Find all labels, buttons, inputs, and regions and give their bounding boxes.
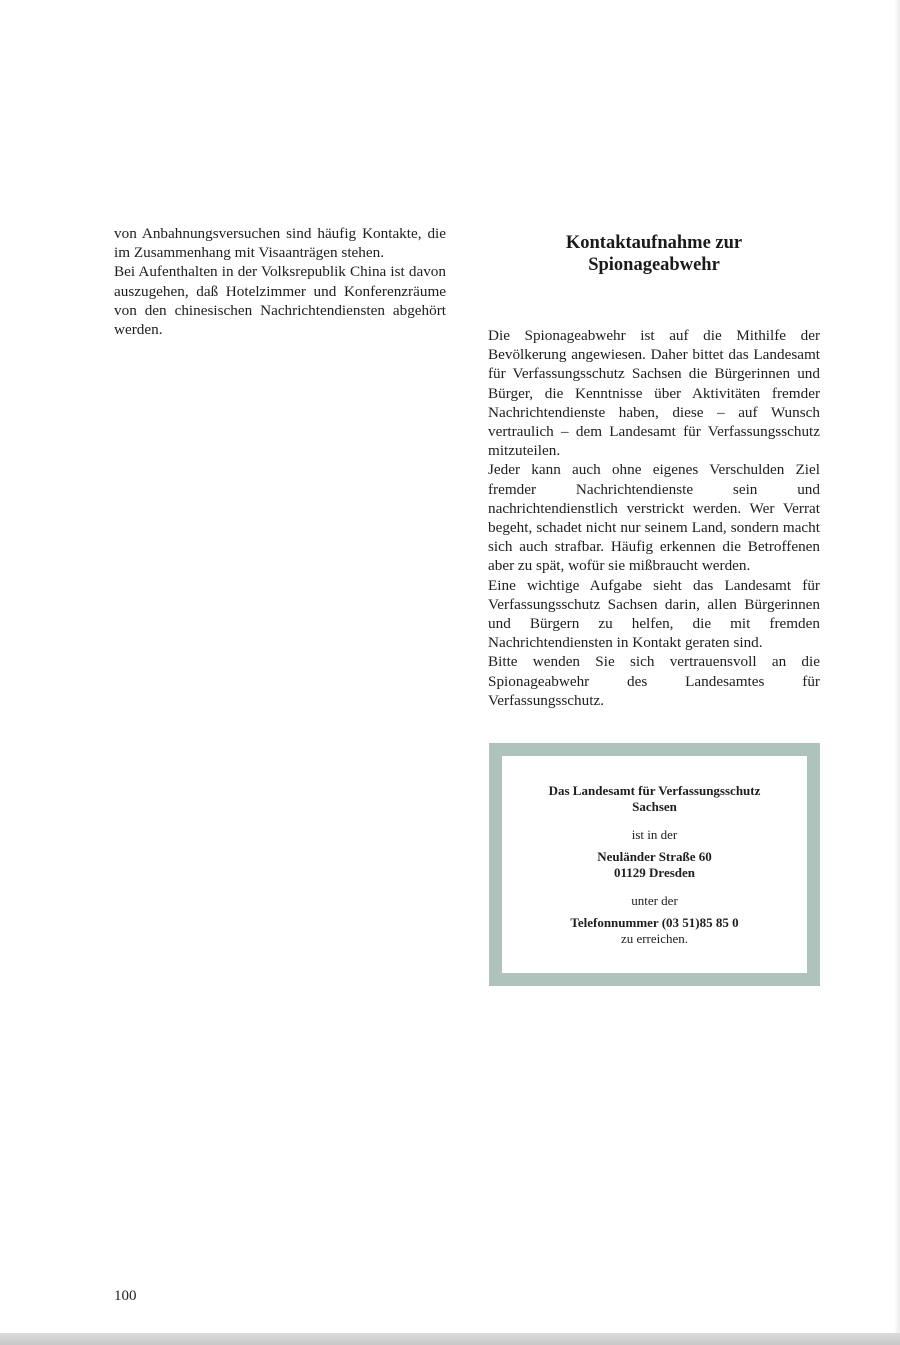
right-paragraph-3: Eine wichtige Aufgabe sieht das Landesamt für Verfassungsschutz Sachsen darin, allen Bürgerinnen und Bürgern zu helfen, die mit fremden Nachrichtendiensten in Kontakt geraten sind. bbox=[488, 576, 820, 652]
contact-under: unter der bbox=[631, 893, 678, 908]
contact-box-inner bbox=[502, 756, 807, 973]
left-paragraph-1: von Anbahnungsversuchen sind häufig Kontakte, die im Zusammenhang mit Visaanträgen stehen. bbox=[114, 225, 446, 262]
contact-city: 01129 Dresden bbox=[613, 865, 695, 880]
contact-org-line-2: Sachsen bbox=[632, 799, 677, 814]
left-column-text bbox=[114, 224, 446, 339]
right-paragraph-2: Jeder kann auch ohne eigenes Verschulden Ziel fremder Nachrichtendienste sein und nachrichtendienstlich verstrickt werden. Wer Verrat begeht, schadet nicht nur seinem Land, sondern macht sich auch strafbar. Häufig erkennen die Betroffenen aber zu spät, wofür sie mißbraucht werden. bbox=[488, 461, 820, 575]
page-bottom-edge bbox=[0, 1333, 900, 1345]
heading-line-2: Spionageabwehr bbox=[588, 255, 720, 275]
page-edge bbox=[894, 0, 900, 1333]
left-paragraph-2: Bei Aufenthalten in der Volksrepublik China ist davon auszugehen, daß Hotelzimmer und Konferenzräume von den chinesischen Nachrichtendiensten abgehört werden. bbox=[114, 263, 446, 339]
right-paragraph-4: Bitte wenden Sie sich vertrauensvoll an die Spionageabwehr des Landesamtes für Verfassungsschutz. bbox=[488, 653, 820, 709]
contact-box bbox=[489, 743, 820, 986]
contact-reach: zu erreichen. bbox=[620, 931, 689, 946]
section-heading bbox=[488, 232, 820, 276]
page-number: 100 bbox=[114, 1288, 137, 1304]
right-column bbox=[488, 232, 820, 710]
contact-street: Neuländer Straße 60 bbox=[597, 849, 712, 864]
contact-org-line-1: Das Landesamt für Verfassungsschutz bbox=[548, 783, 761, 798]
heading-line-1: Kontaktaufnahme zur bbox=[565, 233, 743, 253]
contact-phone: Telefonnummer (03 51)85 85 0 bbox=[570, 915, 739, 930]
section-body bbox=[488, 326, 820, 710]
contact-located-in: ist in der bbox=[631, 827, 678, 842]
right-paragraph-1: Die Spionageabwehr ist auf die Mithilfe der Bevölkerung angewiesen. Daher bittet das Landesamt für Verfassungsschutz Sachsen die Bürgerinnen und Bürger, die Kenntnisse über Aktivitäten fremder Nachrichtendienste haben, diese – auf Wunsch vertraulich – dem Landesamt für Verfassungsschutz mitzuteilen. bbox=[488, 327, 820, 460]
